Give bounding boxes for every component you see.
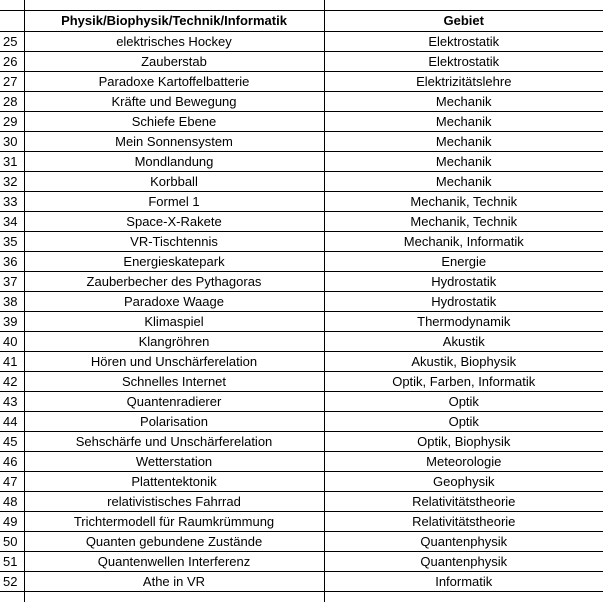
- table-row: [0, 571, 603, 591]
- table-row: [0, 151, 603, 171]
- row-number-cell[interactable]: 35: [0, 231, 24, 251]
- experiment-name-cell[interactable]: Hören und Unschärferelation: [24, 351, 324, 371]
- stub-cell[interactable]: [0, 0, 24, 10]
- experiment-name-cell[interactable]: Klangröhren: [24, 331, 324, 351]
- field-cell[interactable]: Geophysik: [324, 471, 603, 491]
- stub-cell[interactable]: [24, 591, 324, 602]
- table-row: [0, 431, 603, 451]
- row-number-cell[interactable]: 30: [0, 131, 24, 151]
- experiment-name-cell[interactable]: Quanten gebundene Zustände: [24, 531, 324, 551]
- row-number-cell[interactable]: 42: [0, 371, 24, 391]
- row-number-cell[interactable]: 41: [0, 351, 24, 371]
- field-cell[interactable]: Mechanik, Technik: [324, 191, 603, 211]
- table-row: [0, 51, 603, 71]
- row-number-cell[interactable]: 48: [0, 491, 24, 511]
- experiment-name-cell[interactable]: Korbball: [24, 171, 324, 191]
- field-cell[interactable]: Akustik, Biophysik: [324, 351, 603, 371]
- row-number-cell[interactable]: 27: [0, 71, 24, 91]
- field-cell[interactable]: Elektrostatik: [324, 51, 603, 71]
- experiment-name-cell[interactable]: Trichtermodell für Raumkrümmung: [24, 511, 324, 531]
- row-number-cell[interactable]: 25: [0, 31, 24, 51]
- row-number-cell[interactable]: 26: [0, 51, 24, 71]
- field-cell[interactable]: Elektrizitätslehre: [324, 71, 603, 91]
- row-number-cell[interactable]: 28: [0, 91, 24, 111]
- table-row: [0, 271, 603, 291]
- row-number-cell[interactable]: 45: [0, 431, 24, 451]
- table-row: [0, 111, 603, 131]
- experiment-name-cell[interactable]: relativistisches Fahrrad: [24, 491, 324, 511]
- row-number-cell[interactable]: 37: [0, 271, 24, 291]
- row-number-cell[interactable]: 44: [0, 411, 24, 431]
- field-cell[interactable]: Mechanik: [324, 91, 603, 111]
- experiment-name-cell[interactable]: VR-Tischtennis: [24, 231, 324, 251]
- experiment-name-cell[interactable]: Space-X-Rakete: [24, 211, 324, 231]
- field-cell[interactable]: Optik: [324, 411, 603, 431]
- experiment-name-cell[interactable]: Paradoxe Kartoffelbatterie: [24, 71, 324, 91]
- header-cell-num[interactable]: [0, 10, 24, 31]
- row-number-cell[interactable]: 50: [0, 531, 24, 551]
- table-row: [0, 291, 603, 311]
- field-cell[interactable]: Informatik: [324, 571, 603, 591]
- row-number-cell[interactable]: 34: [0, 211, 24, 231]
- stub-cell[interactable]: [324, 0, 603, 10]
- field-cell[interactable]: Mechanik: [324, 171, 603, 191]
- field-cell[interactable]: Relativitätstheorie: [324, 491, 603, 511]
- field-cell[interactable]: Hydrostatik: [324, 271, 603, 291]
- experiment-name-cell[interactable]: Klimaspiel: [24, 311, 324, 331]
- header-cell-area[interactable]: Gebiet: [324, 10, 603, 31]
- table-row: [0, 471, 603, 491]
- field-cell[interactable]: Relativitätstheorie: [324, 511, 603, 531]
- table-row: [0, 131, 603, 151]
- table-row: [0, 531, 603, 551]
- table-row: [0, 311, 603, 331]
- stub-cell[interactable]: [24, 0, 324, 10]
- table-row: [0, 171, 603, 191]
- experiment-name-cell[interactable]: Quantenwellen Interferenz: [24, 551, 324, 571]
- experiment-name-cell[interactable]: Sehschärfe und Unschärferelation: [24, 431, 324, 451]
- table-row: [0, 391, 603, 411]
- table-row: [0, 31, 603, 51]
- table-row: [0, 91, 603, 111]
- field-cell[interactable]: Quantenphysik: [324, 551, 603, 571]
- table-row: [0, 71, 603, 91]
- table-row: [0, 231, 603, 251]
- experiment-name-cell[interactable]: Zauberbecher des Pythagoras: [24, 271, 324, 291]
- table-row: [0, 251, 603, 271]
- table-row: [0, 191, 603, 211]
- field-cell[interactable]: Mechanik, Informatik: [324, 231, 603, 251]
- row-number-cell[interactable]: 29: [0, 111, 24, 131]
- experiment-name-cell[interactable]: Quantenradierer: [24, 391, 324, 411]
- table-row: [0, 371, 603, 391]
- experiment-name-cell[interactable]: Plattentektonik: [24, 471, 324, 491]
- field-cell[interactable]: Mechanik, Technik: [324, 211, 603, 231]
- field-cell[interactable]: Optik, Farben, Informatik: [324, 371, 603, 391]
- table-row: [0, 331, 603, 351]
- row-number-cell[interactable]: 51: [0, 551, 24, 571]
- row-number-cell[interactable]: 39: [0, 311, 24, 331]
- field-cell[interactable]: Elektrostatik: [324, 31, 603, 51]
- field-cell[interactable]: Mechanik: [324, 111, 603, 131]
- field-cell[interactable]: Mechanik: [324, 151, 603, 171]
- experiment-name-cell[interactable]: elektrisches Hockey: [24, 31, 324, 51]
- row-number-cell[interactable]: 31: [0, 151, 24, 171]
- table-row: [0, 351, 603, 371]
- experiment-name-cell[interactable]: Schnelles Internet: [24, 371, 324, 391]
- row-number-cell[interactable]: 32: [0, 171, 24, 191]
- field-cell[interactable]: Mechanik: [324, 131, 603, 151]
- experiment-name-cell[interactable]: Polarisation: [24, 411, 324, 431]
- experiment-name-cell[interactable]: Energieskatepark: [24, 251, 324, 271]
- table-bottom-stub-row: [0, 591, 603, 602]
- row-number-cell[interactable]: 46: [0, 451, 24, 471]
- table-row: [0, 451, 603, 471]
- experiment-name-cell[interactable]: Zauberstab: [24, 51, 324, 71]
- experiment-name-cell[interactable]: Kräfte und Bewegung: [24, 91, 324, 111]
- field-cell[interactable]: Hydrostatik: [324, 291, 603, 311]
- experiment-name-cell[interactable]: Schiefe Ebene: [24, 111, 324, 131]
- table-header-row: [0, 10, 603, 31]
- row-number-cell[interactable]: 47: [0, 471, 24, 491]
- field-cell[interactable]: Meteorologie: [324, 451, 603, 471]
- field-cell[interactable]: Optik, Biophysik: [324, 431, 603, 451]
- table-row: [0, 551, 603, 571]
- field-cell[interactable]: Optik: [324, 391, 603, 411]
- field-cell[interactable]: Energie: [324, 251, 603, 271]
- row-number-cell[interactable]: 52: [0, 571, 24, 591]
- table-row: [0, 511, 603, 531]
- field-cell[interactable]: Thermodynamik: [324, 311, 603, 331]
- header-cell-name[interactable]: Physik/Biophysik/Technik/Informatik: [24, 10, 324, 31]
- table-top-stub-row: [0, 0, 603, 10]
- experiment-name-cell[interactable]: Mondlandung: [24, 151, 324, 171]
- experiment-name-cell[interactable]: Wetterstation: [24, 451, 324, 471]
- stub-cell[interactable]: [324, 591, 603, 602]
- row-number-cell[interactable]: 36: [0, 251, 24, 271]
- experiment-name-cell[interactable]: Mein Sonnensystem: [24, 131, 324, 151]
- experiment-name-cell[interactable]: Formel 1: [24, 191, 324, 211]
- row-number-cell[interactable]: 33: [0, 191, 24, 211]
- table-row: [0, 211, 603, 231]
- table-row: [0, 491, 603, 511]
- field-cell[interactable]: Akustik: [324, 331, 603, 351]
- experiment-name-cell[interactable]: Paradoxe Waage: [24, 291, 324, 311]
- row-number-cell[interactable]: 49: [0, 511, 24, 531]
- row-number-cell[interactable]: 40: [0, 331, 24, 351]
- field-cell[interactable]: Quantenphysik: [324, 531, 603, 551]
- table-row: [0, 411, 603, 431]
- row-number-cell[interactable]: 38: [0, 291, 24, 311]
- stub-cell[interactable]: [0, 591, 24, 602]
- experiment-name-cell[interactable]: Athe in VR: [24, 571, 324, 591]
- row-number-cell[interactable]: 43: [0, 391, 24, 411]
